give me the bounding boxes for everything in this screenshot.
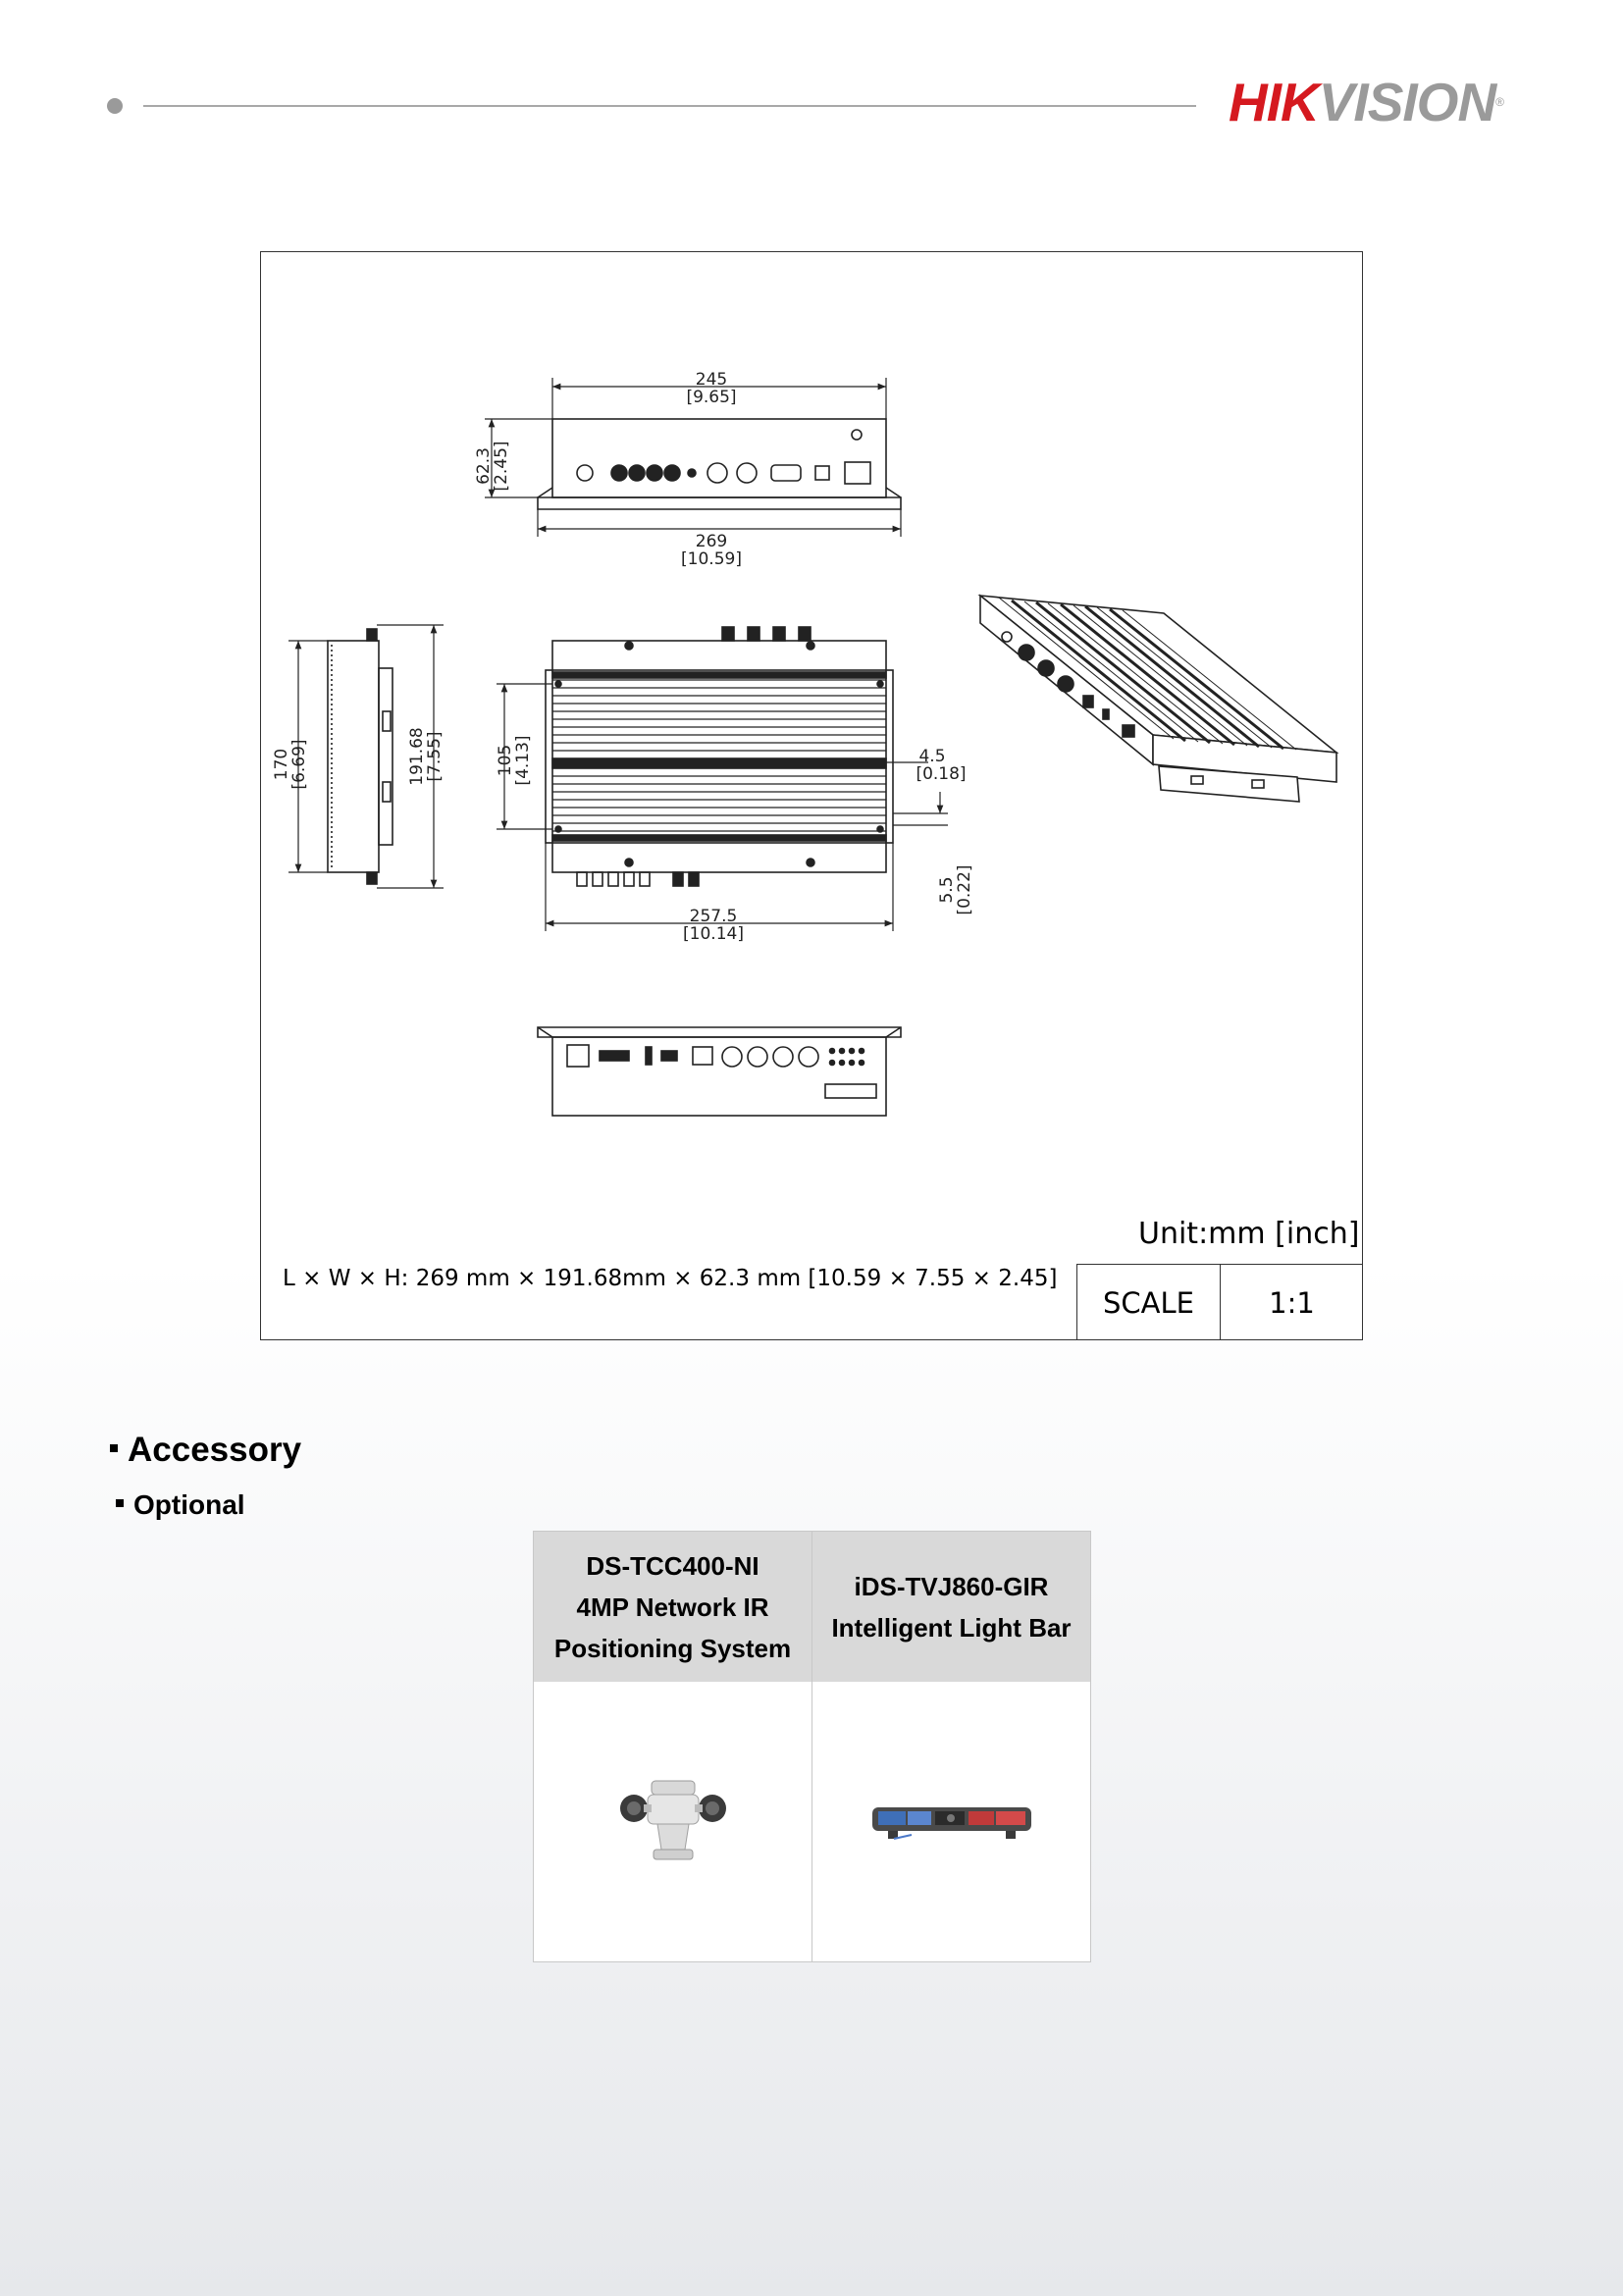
hikvision-logo: HIKVISION® <box>1229 72 1504 132</box>
dimension-drawing-frame <box>260 251 1363 1340</box>
unit-label: Unit:mm [inch] <box>1138 1217 1360 1251</box>
dim-side-19168-inch: [7.55] <box>425 731 445 782</box>
dim-length-inch: [10.59] <box>681 549 742 569</box>
accessory-image-cell <box>812 1682 1090 1962</box>
header-dot <box>107 98 123 114</box>
accessory-table <box>533 1531 1091 1962</box>
accessory-image-cell <box>534 1682 812 1962</box>
dimension-drawing <box>261 252 1364 1341</box>
scale-label: SCALE <box>1103 1285 1194 1320</box>
front-view <box>538 419 901 509</box>
dim-side-170: 170 <box>272 748 291 781</box>
light-bar-icon <box>868 1798 1035 1847</box>
dim-edge-55: 5.5 <box>937 876 957 904</box>
accessory-table-header <box>534 1532 1090 1682</box>
dim-side-19168: 191.68 <box>407 727 427 786</box>
dim-base-2575-inch: [10.14] <box>683 924 744 944</box>
dim-edge-55-inch: [0.22] <box>955 864 974 915</box>
bullet-icon <box>110 1444 118 1452</box>
dim-base-2575: 257.5 <box>689 907 738 926</box>
accessory-header-cell: DS-TCC400-NI 4MP Network IR Positioning System <box>553 1550 792 1663</box>
dim-hole-45-inch: [0.18] <box>916 764 967 784</box>
header-divider <box>143 105 1196 107</box>
dim-length: 269 <box>695 532 728 551</box>
dim-hole-45: 4.5 <box>918 747 946 766</box>
dim-top-width-inch: [9.65] <box>686 388 737 407</box>
dim-top-width: 245 <box>695 370 728 390</box>
side-view <box>328 629 393 884</box>
scale-box <box>1076 1264 1363 1340</box>
dim-side-170-inch: [6.69] <box>289 739 309 790</box>
back-view <box>538 1027 901 1116</box>
top-view <box>546 627 893 886</box>
isometric-view <box>980 596 1336 802</box>
section-title-accessory: Accessory <box>110 1431 301 1470</box>
subsection-title-optional: Optional <box>116 1489 245 1521</box>
dim-height: 62.3 <box>474 447 494 485</box>
dim-mid-105: 105 <box>496 744 515 777</box>
overall-dimensions: L × W × H: 269 mm × 191.68mm × 62.3 mm [10.59 × 7.55 × 2.45] <box>283 1266 1058 1291</box>
ir-positioning-camera-icon <box>614 1773 732 1871</box>
dim-mid-105-inch: [4.13] <box>513 735 533 786</box>
bullet-icon <box>116 1499 124 1507</box>
accessory-header-cell: iDS-TVJ860-GIR Intelligent Light Bar <box>812 1532 1090 1682</box>
scale-value: 1:1 <box>1220 1265 1363 1340</box>
dim-height-inch: [2.45] <box>492 441 511 492</box>
accessory-table-images <box>534 1682 1090 1962</box>
